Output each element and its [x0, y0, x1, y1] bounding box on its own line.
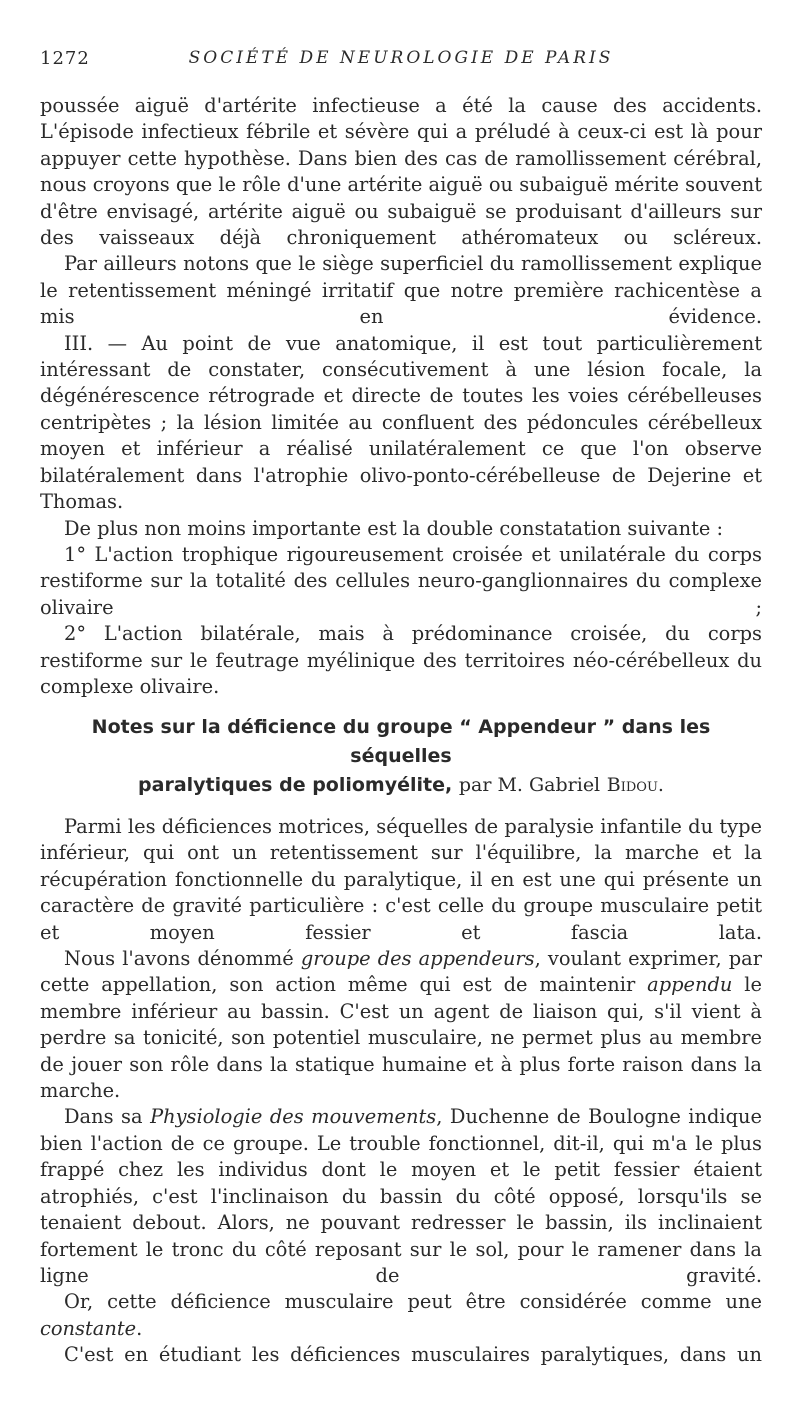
article-title — [40, 713, 762, 800]
running-title: SOCIÉTÉ DE NEUROLOGIE DE PARIS — [188, 48, 614, 68]
section-1 — [40, 93, 762, 700]
emphasis: Physiologie des mouvements — [150, 1105, 437, 1129]
paragraph: Parmi les déficiences motrices, séquelles de paralysie infantile du type inférieur, qui ont un retentissement sur l'équilibre, la marche et la récupération fonctionnelle du paralytique, il en est une qui présente un caractère de gravité particulière : c'est celle du groupe musculaire petit et moyen fessier et fascia lata. — [40, 815, 762, 944]
text-run: Nous l'avons dénommé — [64, 947, 301, 971]
page-number: 1272 — [40, 48, 90, 69]
emphasis: constante — [40, 1316, 137, 1340]
paragraph — [40, 1289, 762, 1342]
paragraph: Par ailleurs notons que le siège superficiel du ramollissement explique le retentissement méningé irritatif que notre première rachicentèse a mis en évidence. — [40, 252, 762, 329]
paragraph — [40, 1104, 762, 1289]
list-item: 2° L'action bilatérale, mais à prédominance croisée, du corps restiforme sur le feutrage myélinique des territoires néo-cérébelleux du complexe olivaire. — [40, 622, 762, 698]
list-item: 1° L'action trophique rigoureusement croisée et unilatérale du corps restiforme sur la totalité des cellules neuro-ganglionnaires du complexe olivaire ; — [40, 542, 762, 619]
text-run: le membre inférieur au bassin. C'est un agent de liaison qui, s'il vient à perdre sa tonicité, son potentiel musculaire, ne permet plus au membre de jouer son rôle dans la statique humaine et à plus forte raison dans la marche. — [40, 973, 762, 1103]
paragraph: De plus non moins importante est la double constatation suivante : — [64, 516, 724, 540]
title-line-2: paralytiques de poliomyélite, — [138, 774, 453, 796]
author-surname: Bidou. — [606, 774, 664, 796]
paragraph: poussée aiguë d'artérite infectieuse a été la cause des accidents. L'épisode infectieux fébrile et sévère qui a préludé à ceux-ci est là pour appuyer cette hypothèse. Dans bien des cas de ramollissement cérébral, nous croyons que le rôle d'une artérite aiguë ou subaiguë mérite souvent d'être envisagé, artérite aiguë ou subaiguë se produisant d'ailleurs sur des vaisseaux déjà chroniquement athéromateux ou scléreux. — [40, 94, 762, 250]
text-run: , Duchenne de Boulogne indique bien l'action de ce groupe. Le trouble fonctionnel, dit-il, qui m'a le plus frappé chez les individus dont le moyen et le petit fessier étaient atrophiés, c'est l'inclinaison du bassin du côté opposé, lorsqu'ils se tenaient debout. Alors, ne pouvant redresser le bassin, ils inclinaient fortement le tronc du côté reposant sur le sol, pour le ramener dans la ligne de gravité. — [40, 1105, 762, 1287]
text-run: Or, cette déficience musculaire peut être considérée comme une — [64, 1290, 762, 1314]
text-run: Dans sa — [64, 1105, 151, 1129]
section-2 — [40, 713, 762, 1369]
title-line-1: Notes sur la déficience du groupe “ Appendeur ” dans les séquelles — [91, 716, 711, 767]
emphasis: groupe des appendeurs — [300, 947, 535, 971]
paragraph: III. — Au point de vue anatomique, il est tout particulièrement intéressant de constater, consécutivement à une lésion focale, la dégénérescence rétrograde et directe de toutes les voies cérébelleuses centripètes ; la lésion limitée au confluent des pédoncules cérébelleux moyen et inférieur a réalisé unilatéralement ce que l'on observe bilatéralement dans l'atrophie olivo-ponto-cérébelleuse de Dejerine et Thomas. — [40, 331, 762, 514]
page-header — [40, 0, 762, 80]
text-run: , voulant exprimer, par cette appellation, son action même qui est de maintenir — [40, 947, 762, 997]
title-byline: par M. Gabriel — [458, 774, 601, 796]
emphasis: appendu — [647, 973, 733, 997]
paragraph — [40, 946, 762, 1104]
text-run: . — [136, 1316, 143, 1340]
paragraph: C'est en étudiant les déficiences musculaires paralytiques, dans un — [64, 1343, 762, 1367]
